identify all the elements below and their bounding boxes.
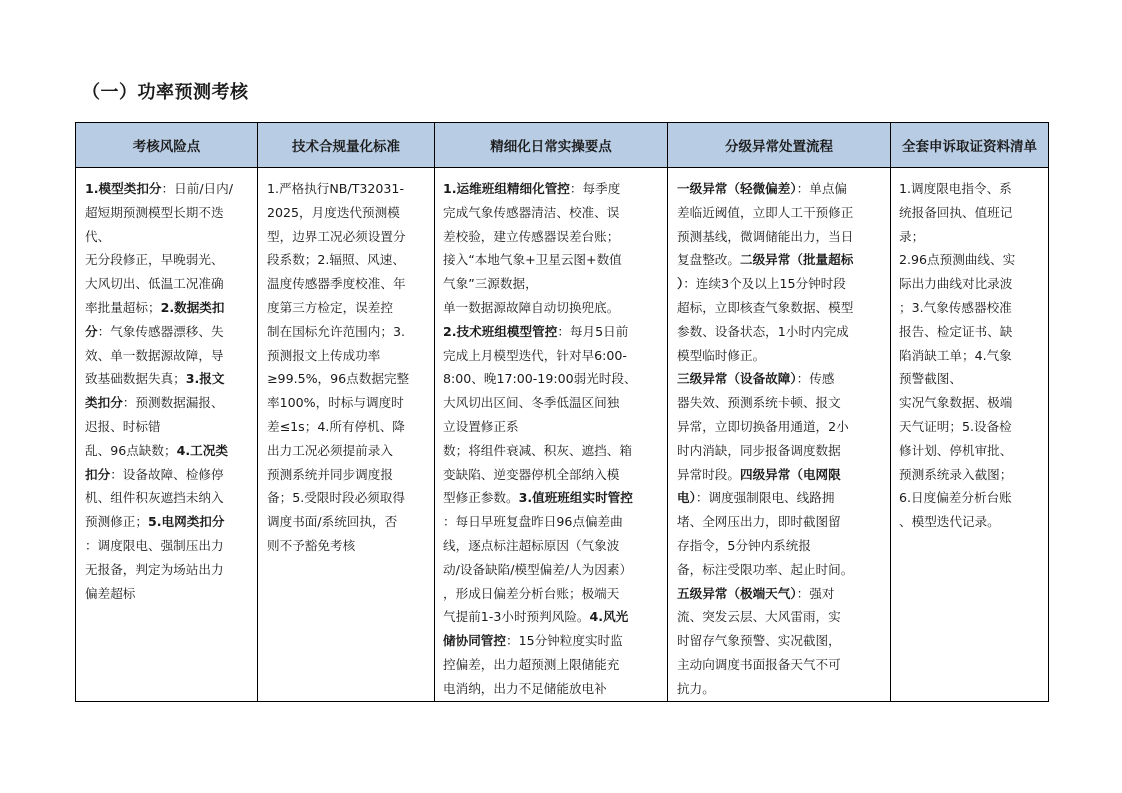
bold-heading-segment: 1.运维班组精细化管控	[443, 181, 570, 196]
bold-heading-segment: 1.模型类扣分	[85, 181, 162, 196]
bold-heading-segment: 3.值班班组实时管控	[518, 490, 633, 506]
table-header-row	[76, 123, 1049, 168]
exception-handling-text	[668, 168, 890, 701]
bold-heading-segment: 2.数据类扣 分	[85, 299, 225, 339]
bold-heading-segment: 2.技术班组模型管控	[443, 323, 558, 339]
text-segment: ：调度强制限电、线路拥 堵、全网压出力，即时截图留 存指令，5分钟内系统报 备，标注受限功率、起止时间。	[677, 490, 854, 577]
bold-heading-segment: 五级异常（极端天气）	[677, 585, 797, 601]
bold-heading-segment: 一级异常（轻微偏差）	[677, 181, 797, 196]
text-segment: ：调度限电、强制压出力 无报备，判定为场站出力 偏差超标	[85, 537, 224, 601]
cell-exception-handling	[668, 168, 891, 702]
text-segment: 1.调度限电指令、系 统报备回执、值班记 录； 2.96点预测曲线、实 际出力曲线对比录波 ；3.气象传感器校准 报告、检定证书、缺 陷消缺工单；4.气象 预警截图、 实况气象数据、极端 天气证明；5.设备检 修计划、停机审批、 预测系统录入截图； 6.日度偏差分析台账 、模型迭代记录。	[899, 181, 1016, 530]
bold-heading-segment: 5.电网类扣分	[147, 514, 225, 530]
bold-heading-segment: 4.风光 储协同管控	[443, 609, 629, 649]
text-segment: ：每月5日前 完成上月模型迭代，针对早6:00- 8:00、晚17:00-19:00弱光时段、 大风切出区间、冬季低温区间独 立设置修正系 数；将组件衰减、积灰、遮挡、箱 变缺陷、逆变器停机全部纳入模 型修正参数。	[443, 323, 637, 506]
compliance-standards-text	[258, 168, 434, 558]
risk-points-text	[76, 168, 257, 605]
section-title: （一）功率预测考核	[82, 82, 249, 103]
cell-compliance-standards	[258, 168, 435, 702]
text-segment: 1.严格执行NB/T32031- 2025，月度迭代预测模 型，边界工况必须设置分 段系数；2.辐照、风速、 温度传感器季度校准、年 度第三方检定，误差控 制在国标允许范围内；3. 预测报文上传成功率 ≥99.5%，96点数据完整 率100%，时标与调度时 差≤1s；4.所有停机、降 出力工况必须提前录入 预测系统并同步调度报 备；5.受限时段必须取得 调度书面/系统回执，否 则不予豁免考核	[267, 181, 410, 553]
text-segment: ：强对 流、突发云层、大风雷雨，实 时留存气象预警、实况截图， 主动向调度书面报备天气不可 抗力。	[677, 585, 841, 696]
bold-heading-segment: 三级异常（设备故障）	[677, 371, 797, 387]
text-segment: ：日前/日内/ 超短期预测模型长期不迭 代、 无分段修正，早晚弱光、 大风切出、低温工况准确 率批量超标；	[85, 181, 233, 315]
text-segment: ：气象传感器漂移、失 效、单一数据源故障，导 致基础数据失真；	[85, 323, 224, 387]
header-compliance-standards: 技术合规量化标准	[258, 123, 435, 168]
header-risk-points: 考核风险点	[76, 123, 258, 168]
bold-heading-segment: 3.报文 类扣分	[85, 371, 225, 411]
header-appeal-materials: 全套申诉取证资料清单	[891, 123, 1049, 168]
text-segment: ：15分钟粒度实时监 控偏差，出力超预测上限储能充 电消纳，出力不足储能放电补	[443, 633, 623, 696]
header-exception-handling: 分级异常处置流程	[668, 123, 891, 168]
text-segment: ：每日早班复盘昨日96点偏差曲 线，逐点标注超标原因（气象波 动/设备缺陷/模型偏差/人为因素） ，形成日偏差分析台账；极端天 气提前1-3小时预判风险。	[443, 514, 633, 625]
appeal-materials-text	[891, 168, 1048, 534]
cell-risk-points	[76, 168, 258, 702]
cell-appeal-materials	[891, 168, 1049, 702]
assessment-table	[75, 122, 1049, 702]
text-segment: ：预测数据漏报、 迟报、时标错 乱、96点缺数；	[85, 395, 224, 458]
daily-operations-text	[435, 168, 667, 701]
table-row	[76, 168, 1049, 702]
text-segment: ：每季度 完成气象传感器清洁、校准、误 差校验，建立传感器误差台账； 接入“本地气象+卫星云图+数值 气象”三源数据， 单一数据源故障自动切换兜底。	[443, 181, 622, 315]
text-segment: ：传感 器失效、预测系统卡顿、报文 异常，立即切换备用通道，2小 时内消缺，同步报备调度数据 异常时段。	[677, 371, 849, 482]
cell-daily-operations	[435, 168, 668, 702]
text-segment: ：连续3个及以上15分钟时段 超标，立即核查气象数据、模型 参数、设备状态，1小时内完成 模型临时修正。	[677, 276, 854, 363]
bold-heading-segment: 4.工况类 扣分	[85, 442, 228, 482]
header-daily-operations: 精细化日常实操要点	[435, 123, 668, 168]
bold-heading-segment: 二级异常（批量超标 ）	[677, 252, 854, 292]
text-segment: ：单点偏 差临近阈值，立即人工干预修正 预测基线，微调储能出力，当日 复盘整改。	[677, 181, 854, 268]
text-segment: ：设备故障、检修停 机、组件积灰遮挡未纳入 预测修正；	[85, 466, 224, 530]
bold-heading-segment: 四级异常（电网限 电）	[677, 466, 841, 506]
